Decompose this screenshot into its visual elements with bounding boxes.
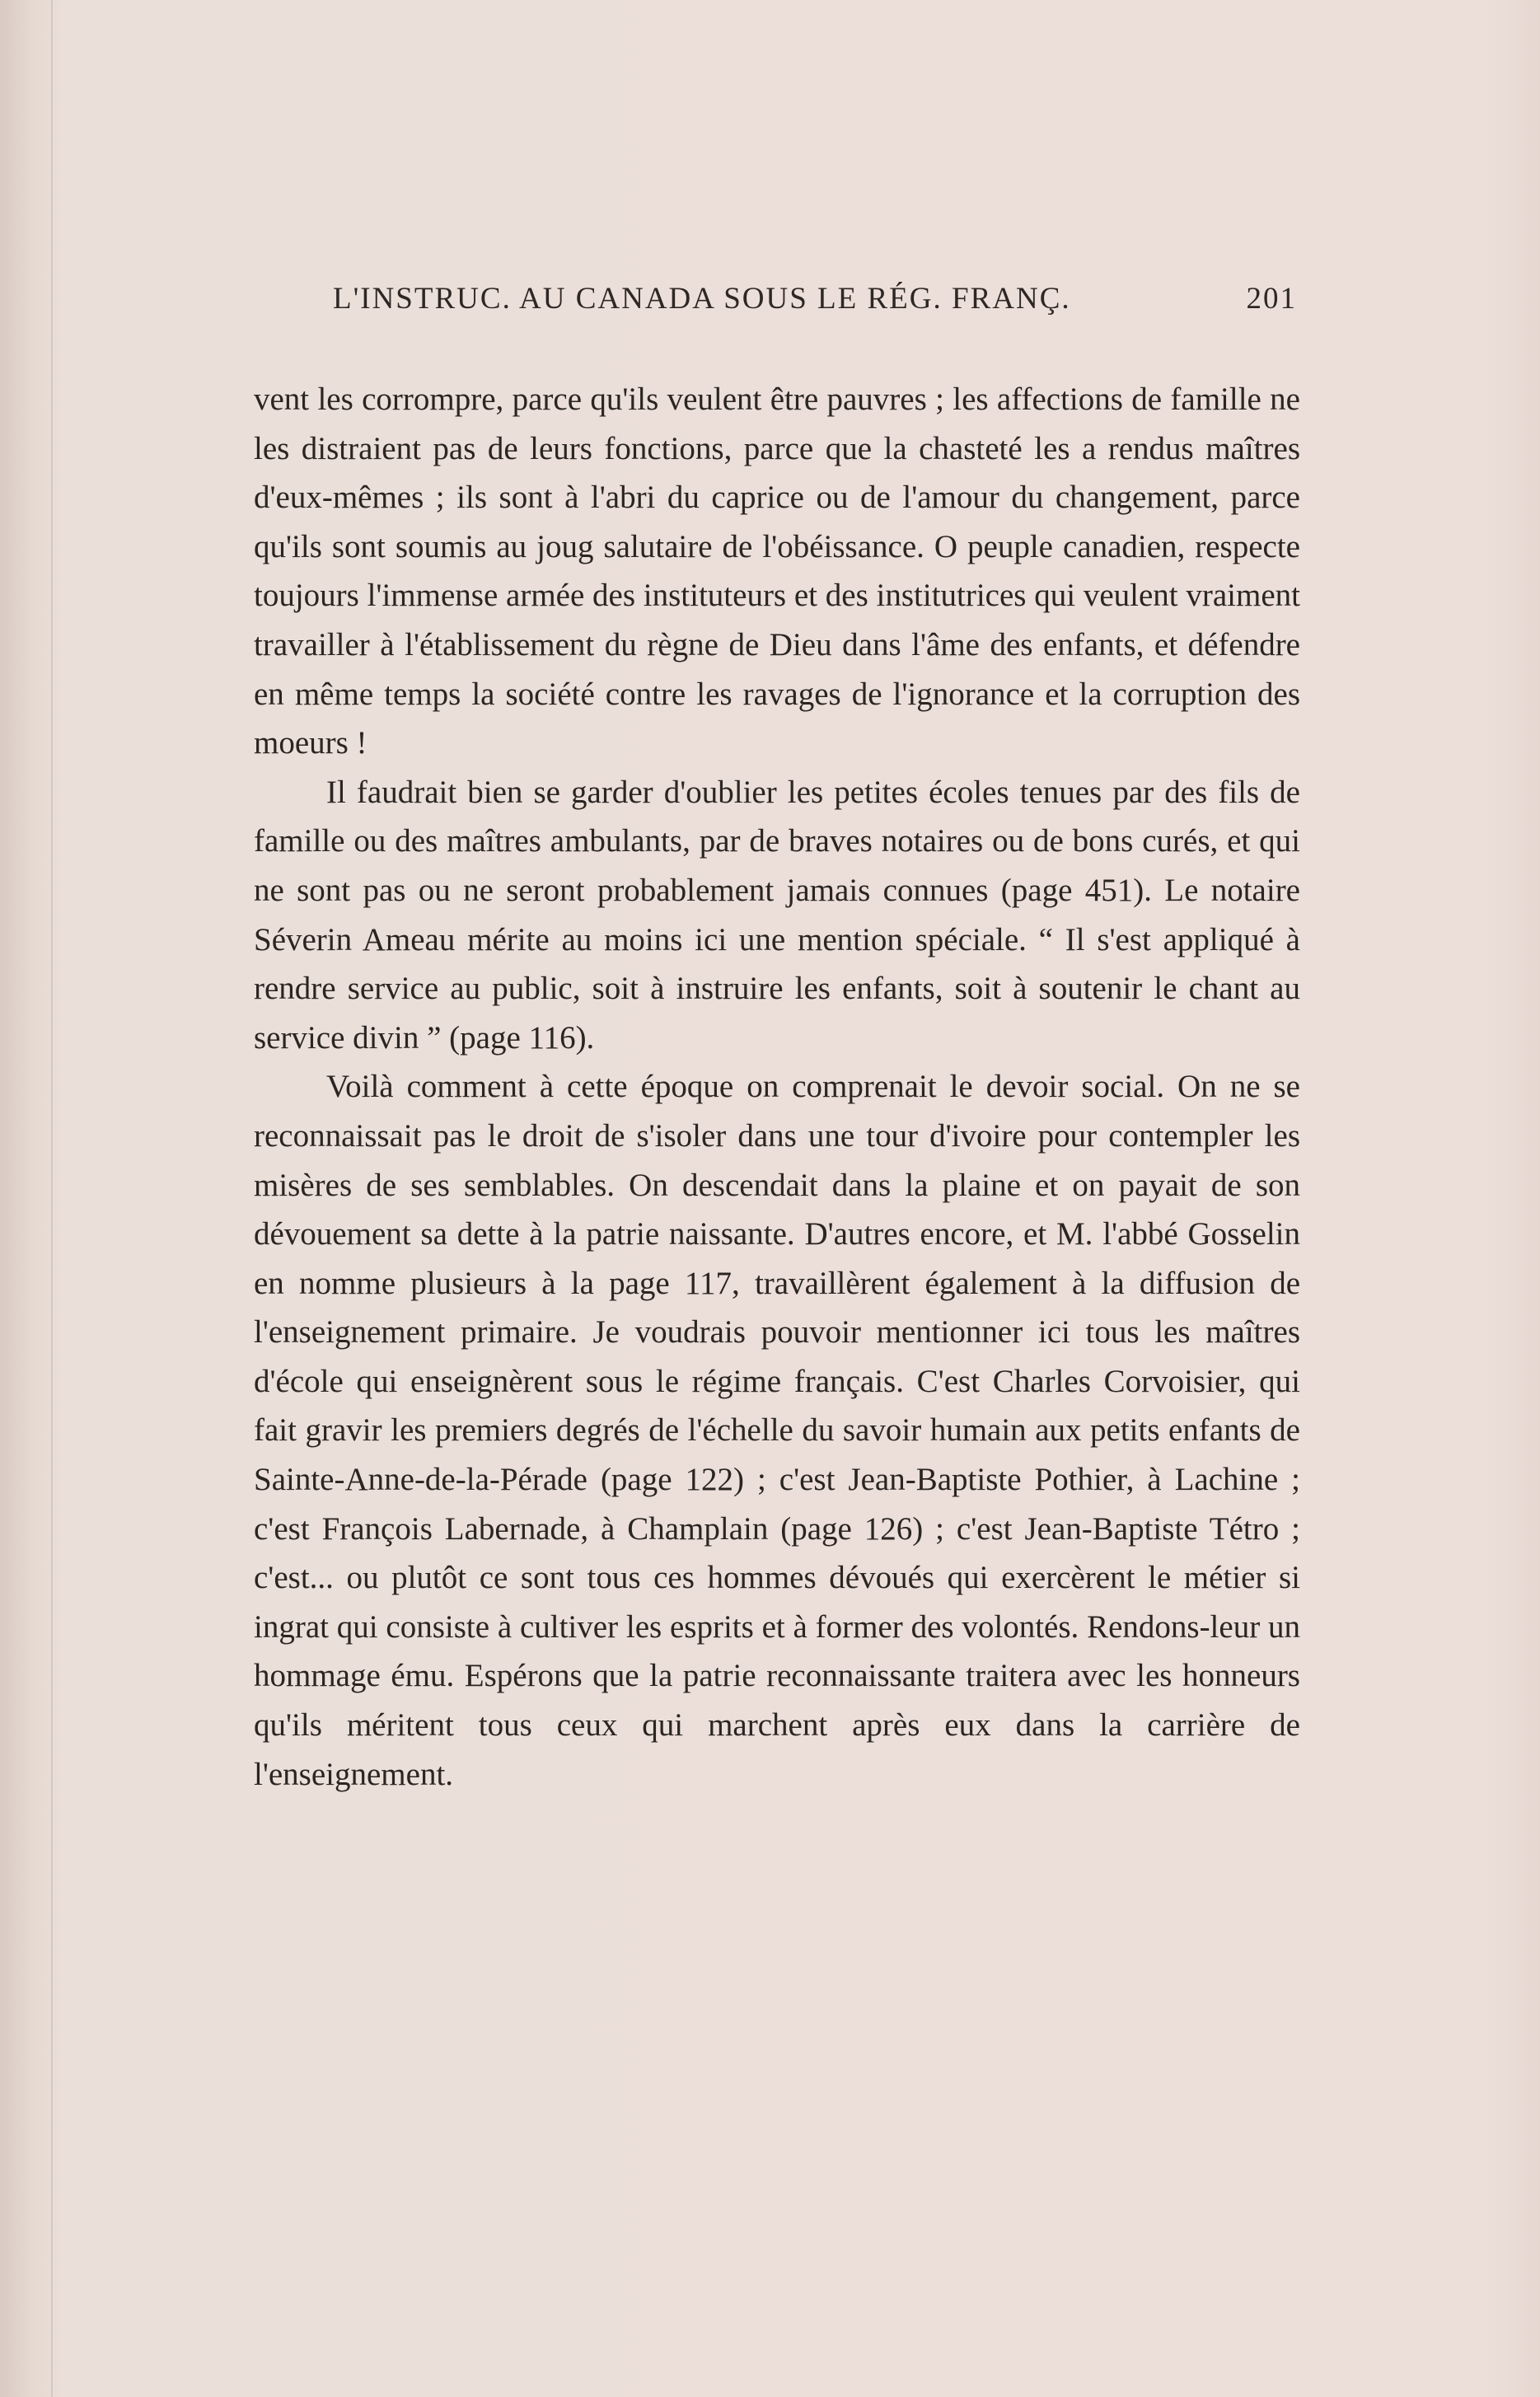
running-head-title: L'INSTRUC. AU CANADA SOUS LE RÉG. FRANÇ. <box>333 282 1071 316</box>
paragraph-petites-ecoles: Il faudrait bien se garder d'oublier les petites écoles tenues par des fils de famille ou des maîtres ambulants, par de braves notaires ou de bons curés, et qui ne sont pas ou ne seront probablement jamais connues (page 451). Le notaire Séverin Ameau mérite au moins ici une mention spéciale. “ Il s'est appliqué à rendre service au public, soit à instruire les enfants, soit à soutenir le chant au service divin ” (page 116). <box>254 774 1300 1056</box>
paragraph-devoir-social: Voilà comment à cette époque on comprenait le devoir social. On ne se reconnaissait pas le droit de s'isoler dans une tour d'ivoire pour contempler les misères de ses semblables. On descendait dans la plaine et on payait de son dévouement sa dette à la patrie naissante. D'autres encore, et M. l'abbé Gosselin en nomme plusieurs à la page 117, travaillèrent également à la diffusion de l'enseignement primaire. Je voudrais pouvoir mentionner ici tous les maîtres d'école qui enseignèrent sous le régime français. C'est Charles Corvoisier, qui fait gravir les premiers degrés de l'échelle du savoir humain aux petits enfants de Sainte-Anne-de-la-Pérade (page 122) ; c'est Jean-Baptiste Pothier, à Lachine ; c'est François Labernade, à Champlain (page 126) ; c'est Jean-Baptiste Tétro ; c'est... ou plutôt ce sont tous ces hommes dévoués qui exercèrent le métier si ingrat qui consiste à cultiver les esprits et à former des volontés. Rendons-leur un hommage ému. Espérons que la patrie reconnaissante traitera avec les honneurs qu'ils méritent tous ceux qui marchent après eux dans la carrière de l'enseignement. <box>254 1069 1300 1792</box>
page-number: 201 <box>1246 282 1297 316</box>
paragraph-continuation: vent les corrompre, parce qu'ils veulent être pauvres ; les affections de famille ne les distraient pas de leurs fonctions, parce que la chasteté les a rendus maîtres d'eux-mêmes ; ils sont à l'abri du caprice ou de l'amour du changement, parce qu'ils sont soumis au joug salutaire de l'obéissance. O peuple canadien, respecte toujours l'immense armée des instituteurs et des institutrices qui veulent vraiment travailler à l'établissement du règne de Dieu dans l'âme des enfants, et défendre en même temps la société contre les ravages de l'ignorance et la corruption des moeurs ! <box>254 382 1300 761</box>
body-text <box>254 375 1300 1799</box>
running-head <box>333 274 1297 324</box>
binding-gutter <box>51 0 53 2397</box>
